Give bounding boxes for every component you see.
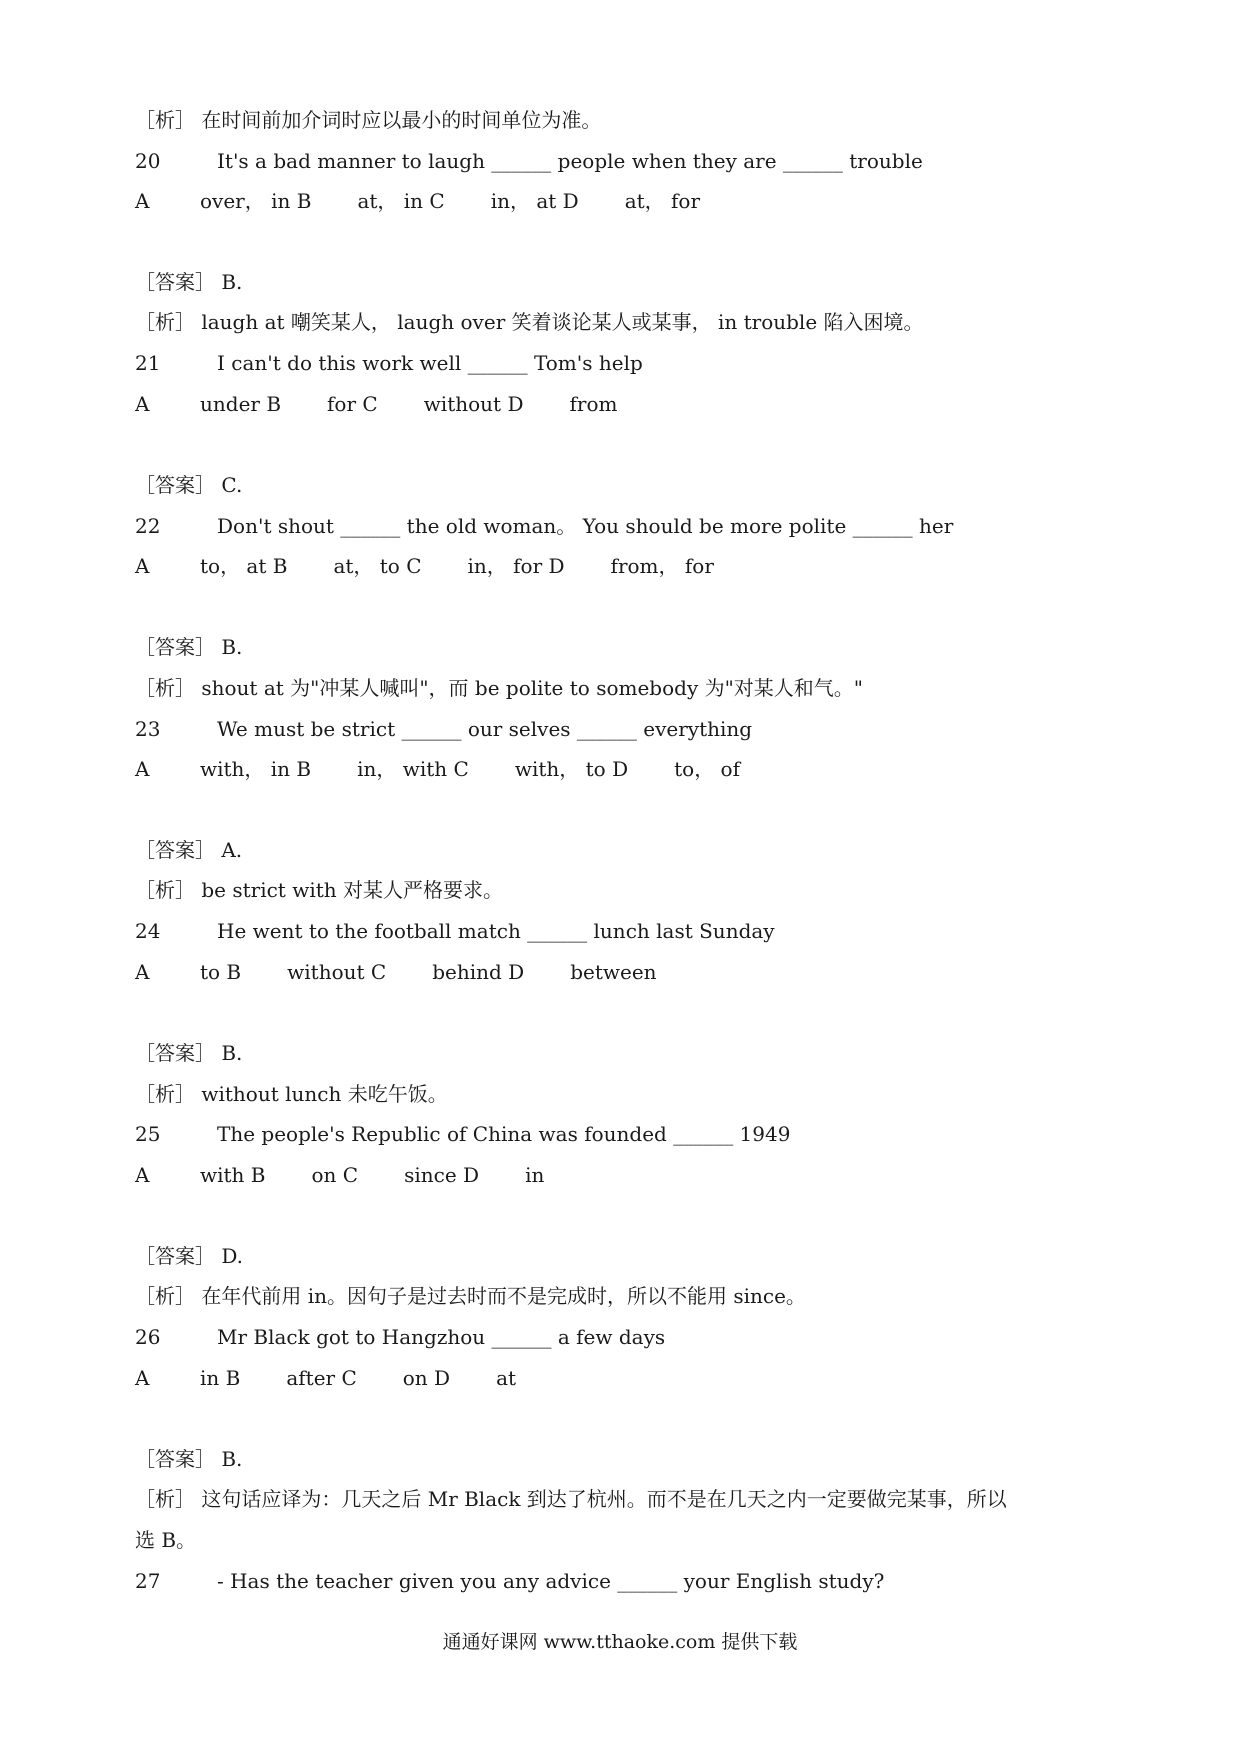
page-footer: 通通好课网 www.tthaoke.com 提供下载 (442, 1631, 798, 1653)
option-text: in， at D (490, 189, 579, 213)
option-text: over， in B (200, 189, 312, 213)
answer-line: ［答案］ B. (135, 1041, 243, 1065)
question-number: 20 (135, 149, 161, 173)
answer-line: ［答案］ D. (135, 1244, 244, 1268)
option-text: in B (200, 1366, 241, 1390)
answer-line: ［答案］ C. (135, 473, 243, 497)
question-number: 27 (135, 1569, 161, 1593)
option-text: with B (200, 1163, 266, 1187)
question-line (135, 1324, 665, 1350)
option-text: at， for (624, 189, 701, 213)
option-label: A (135, 554, 150, 578)
question-text: He went to the football match ______ lunch last Sunday (217, 919, 775, 943)
question-number: 21 (135, 351, 161, 375)
question-line (135, 1121, 790, 1147)
option-text: to， of (674, 757, 741, 781)
options-line (135, 553, 760, 579)
answer-line: ［答案］ A. (135, 838, 243, 862)
question-text: Mr Black got to Hangzhou ______ a few days (217, 1325, 666, 1349)
option-text: in (525, 1163, 545, 1187)
options-line (135, 391, 663, 417)
question-text: Don't shout ______ the old woman。 You should be more polite ______ her (217, 514, 954, 538)
option-text: at， in C (357, 189, 445, 213)
option-text: in， for D (467, 554, 565, 578)
answer-line: ［答案］ B. (135, 1447, 243, 1471)
option-text: on C (311, 1163, 359, 1187)
option-text: behind D (432, 960, 525, 984)
option-text: between (570, 960, 657, 984)
question-number: 25 (135, 1122, 161, 1146)
question-number: 22 (135, 514, 161, 538)
option-text: on D (402, 1366, 451, 1390)
option-label: A (135, 1163, 150, 1187)
option-label: A (135, 189, 150, 213)
question-text: The people's Republic of China was founded ______ 1949 (217, 1122, 791, 1146)
question-text: It's a bad manner to laugh ______ people when they are ______ trouble (217, 149, 923, 173)
option-text: from (569, 392, 618, 416)
option-text: for C (327, 392, 378, 416)
explanation-line: ［析］ shout at 为"冲某人喊叫"，而 be polite to somebody 为"对某人和气。" (135, 676, 863, 700)
explanation-line: ［析］ 在时间前加介词时应以最小的时间单位为准。 (135, 108, 602, 132)
option-label: A (135, 960, 150, 984)
question-text: I can't do this work well ______ Tom's help (217, 351, 643, 375)
option-text: to B (200, 960, 242, 984)
option-text: with， to D (514, 757, 629, 781)
explanation-line: 选 B。 (135, 1528, 197, 1552)
question-number: 24 (135, 919, 161, 943)
option-text: since D (404, 1163, 480, 1187)
question-line (135, 716, 752, 742)
options-line (135, 959, 703, 985)
option-text: without D (423, 392, 524, 416)
question-text: We must be strict ______ our selves ______ everything (217, 717, 753, 741)
option-text: at (496, 1366, 517, 1390)
options-line (135, 1365, 562, 1391)
question-line (135, 350, 643, 376)
options-line (135, 756, 786, 782)
option-text: with， in B (200, 757, 312, 781)
option-text: after C (286, 1366, 357, 1390)
option-text: to， at B (200, 554, 288, 578)
option-text: in， with C (357, 757, 469, 781)
explanation-line: ［析］ be strict with 对某人严格要求。 (135, 878, 503, 902)
explanation-line: ［析］ laugh at 嘲笑某人， laugh over 笑着谈论某人或某事， in trouble 陷入困境。 (135, 310, 924, 334)
option-text: under B (200, 392, 282, 416)
option-label: A (135, 392, 150, 416)
question-line (135, 1568, 884, 1594)
option-text: from， for (610, 554, 714, 578)
option-text: at， to C (333, 554, 422, 578)
question-line (135, 148, 923, 174)
question-number: 23 (135, 717, 161, 741)
options-line (135, 188, 746, 214)
option-label: A (135, 757, 150, 781)
option-text: without C (287, 960, 387, 984)
option-label: A (135, 1366, 150, 1390)
question-number: 26 (135, 1325, 161, 1349)
question-line (135, 918, 775, 944)
explanation-line: ［析］ 在年代前用 in。因句子是过去时而不是完成时，所以不能用 since。 (135, 1284, 806, 1308)
answer-line: ［答案］ B. (135, 270, 243, 294)
question-line (135, 513, 953, 539)
explanation-line: ［析］ without lunch 未吃午饭。 (135, 1082, 448, 1106)
options-line (135, 1162, 590, 1188)
question-text: - Has the teacher given you any advice ______ your English study? (217, 1569, 885, 1593)
explanation-line: ［析］ 这句话应译为：几天之后 Mr Black 到达了杭州。而不是在几天之内一定要做完某事，所以 (135, 1487, 1007, 1511)
answer-line: ［答案］ B. (135, 635, 243, 659)
